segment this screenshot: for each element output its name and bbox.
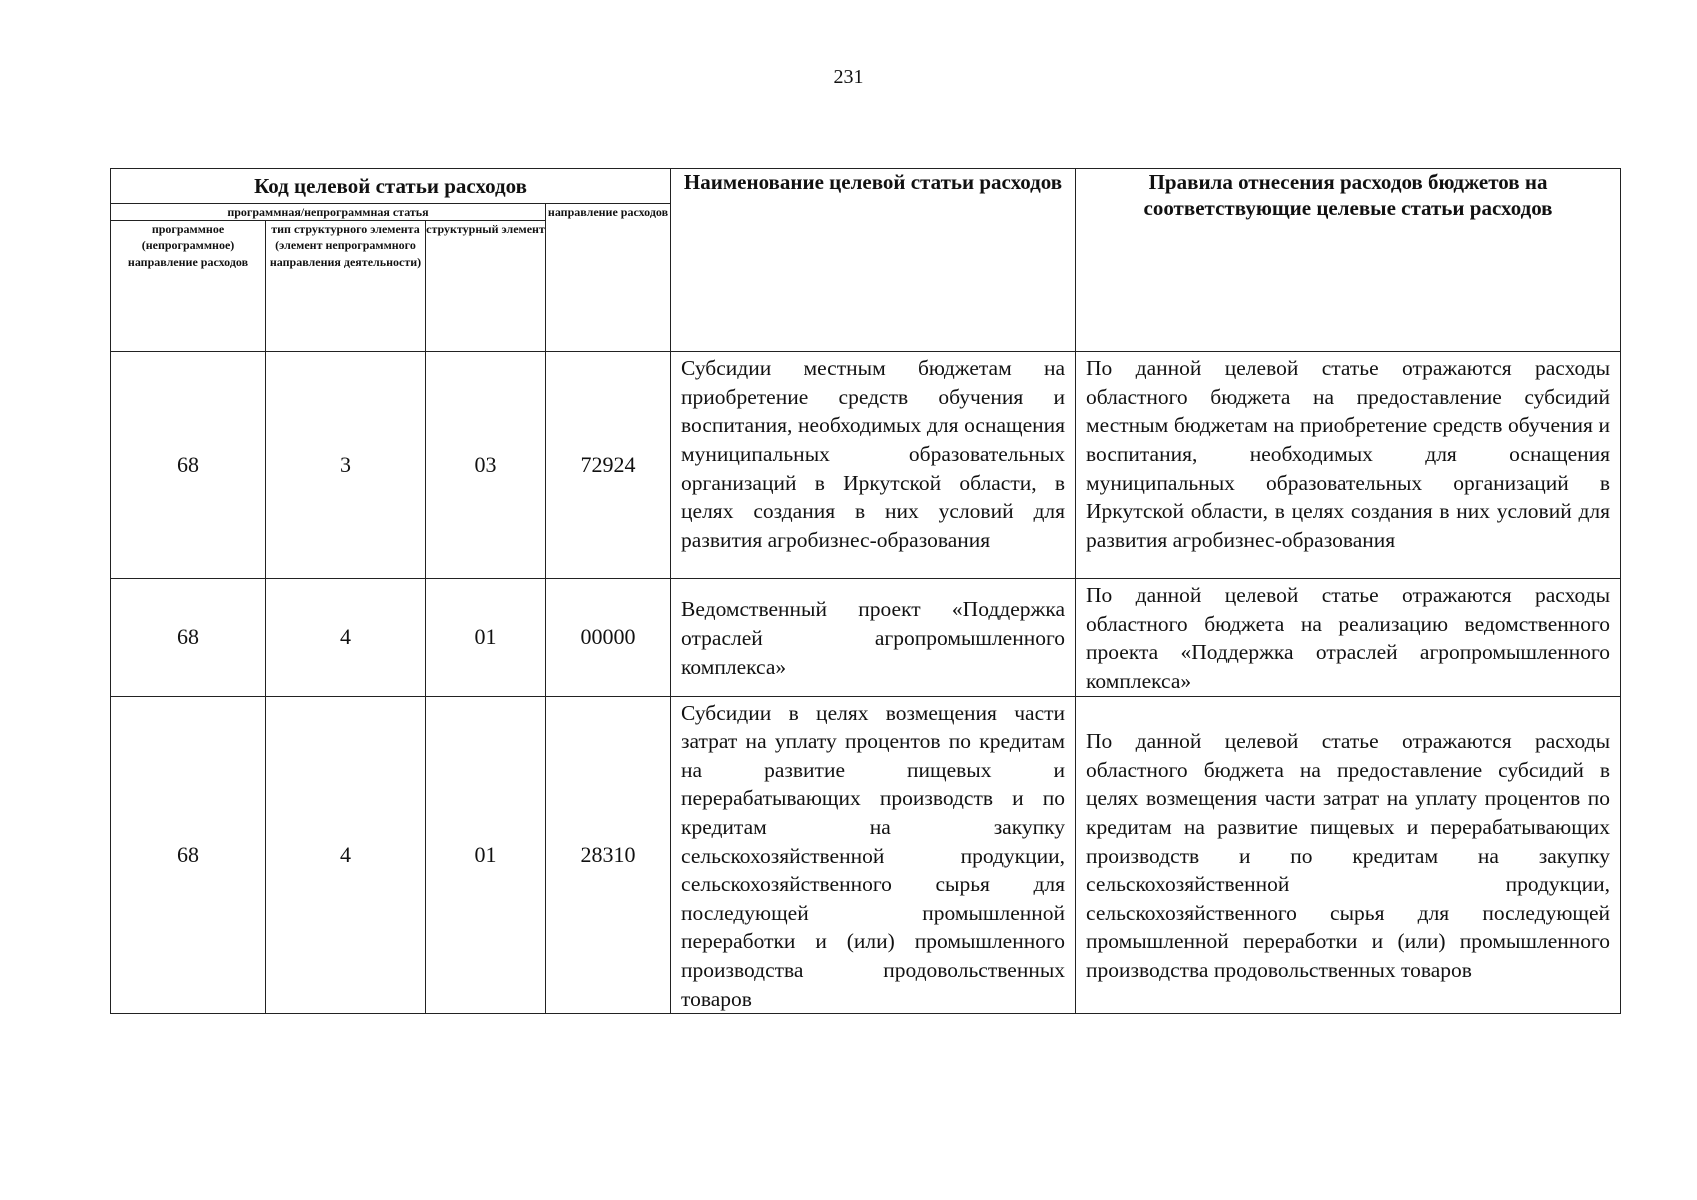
article-rule: По данной целевой статье отражаются расходы областного бюджета на предоставление субсидий в целях возмещения части затрат на уплату процентов по кредитам на развитие пищевых и перерабатывающих производств и по кредитам на закупку сельскохозяйственной продукции, сельскохозяйственного сырья для последующей промышленной переработки и (или) промышленного производства продовольственных товаров: [1076, 696, 1621, 1014]
direction-code: 00000: [546, 579, 671, 696]
element-code: 01: [426, 579, 546, 696]
structural-type-header: тип структурного элемента (элемент непрограммного направления деятельности): [266, 221, 426, 352]
type-code: 4: [266, 579, 426, 696]
type-code: 4: [266, 696, 426, 1014]
article-name: Ведомственный проект «Поддержка отраслей агропромышленного комплекса»: [671, 579, 1076, 696]
structural-element-header: структурный элемент: [426, 221, 546, 352]
element-code: 01: [426, 696, 546, 1014]
table-row: [111, 579, 1621, 696]
expense-direction-header: направление расходов: [546, 204, 671, 352]
program-code: 68: [111, 696, 266, 1014]
type-code: 3: [266, 352, 426, 579]
table-row: [111, 352, 1621, 579]
target-articles-table: [110, 168, 1621, 1014]
code-group-header: Код целевой статьи расходов: [111, 169, 671, 204]
direction-code: 72924: [546, 352, 671, 579]
program-code: 68: [111, 579, 266, 696]
table-row: [111, 696, 1621, 1014]
article-rule: По данной целевой статье отражаются расходы областного бюджета на предоставление субсидий местным бюджетам на приобретение средств обучения и воспитания, необходимых для оснащения муниципальных образовательных организаций в Иркутской области, в целях создания в них условий для развития агробизнес-образования: [1076, 352, 1621, 579]
rules-header: Правила отнесения расходов бюджетов на соответствующие целевые статьи расходов: [1076, 169, 1621, 352]
direction-code: 28310: [546, 696, 671, 1014]
page-number: 231: [833, 66, 864, 88]
article-name-header: Наименование целевой статьи расходов: [671, 169, 1076, 352]
program-direction-header: программное (непрограммное) направление расходов: [111, 221, 266, 352]
article-rule: По данной целевой статье отражаются расходы областного бюджета на реализацию ведомственного проекта «Поддержка отраслей агропромышленного комплекса»: [1076, 579, 1621, 696]
program-code: 68: [111, 352, 266, 579]
article-name: Субсидии местным бюджетам на приобретение средств обучения и воспитания, необходимых для оснащения муниципальных образовательных организаций в Иркутской области, в целях создания в них условий для развития агробизнес-образования: [671, 352, 1076, 579]
program-article-header: программная/непрограммная статья: [111, 204, 546, 221]
element-code: 03: [426, 352, 546, 579]
article-name: Субсидии в целях возмещения части затрат на уплату процентов по кредитам на развитие пищевых и перерабатывающих производств и по кредитам на закупку сельскохозяйственной продукции, сельскохозяйственного сырья для последующей промышленной переработки и (или) промышленного производства продовольственных товаров: [671, 696, 1076, 1014]
